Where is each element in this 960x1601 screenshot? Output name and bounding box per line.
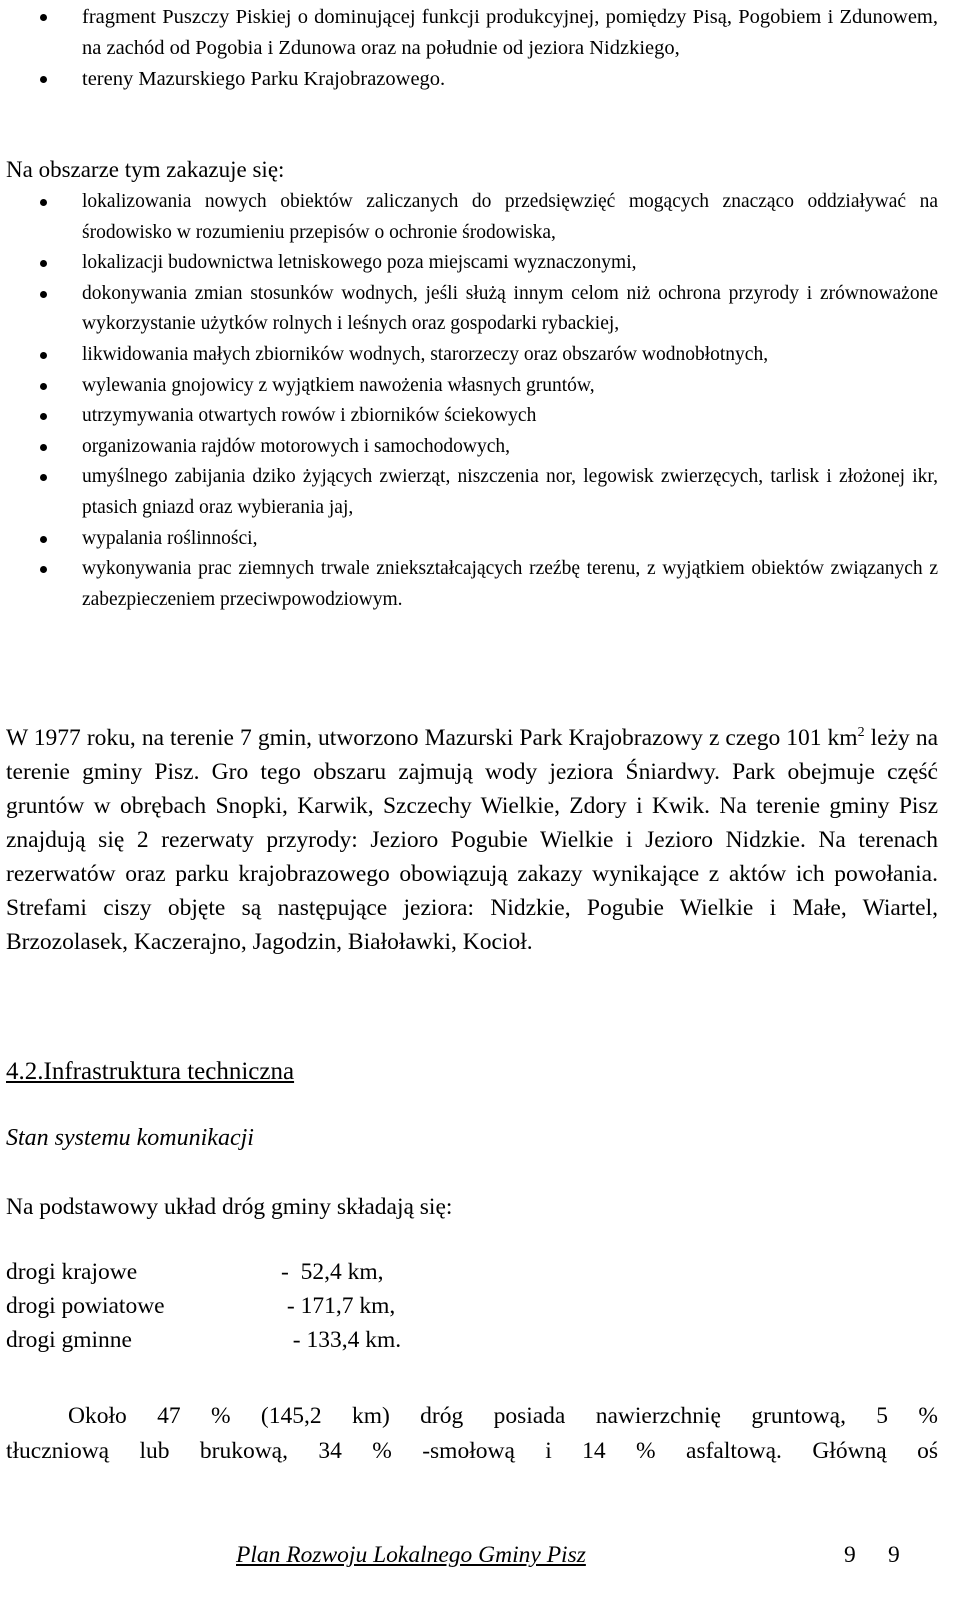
page-number: 9: [888, 1542, 900, 1568]
list-item: lokalizowania nowych obiektów zaliczanych do przedsięwzięć mogących znacząco oddziaływać na środowisko w rozumieniu przepisów o ochronie środowiska,: [0, 187, 960, 248]
prohibitions-intro: Na obszarze tym zakazuje się:: [6, 157, 285, 182]
road-surface-paragraph: Około 47 % (145,2 km) dróg posiada nawierzchnię gruntową, 5 % tłuczniową lub brukową, 34 % -smołową i 14 % asfaltową. Główną oś: [6, 1403, 938, 1464]
list-item: fragment Puszczy Piskiej o dominującej funkcji produkcyjnej, pomiędzy Pisą, Pogobiem i Zdunowem, na zachód od Pogobia i Zdunowa oraz na południe od jeziora Nidzkiego,: [0, 2, 960, 64]
list-item: wylewania gnojowicy z wyjątkiem nawożenia własnych gruntów,: [0, 371, 960, 402]
table-row: drogi powiatowe - 171,7 km,: [6, 1293, 396, 1319]
list-item: wykonywania prac ziemnych trwale zniekształcających rzeźbę terenu, z wyjątkiem obiektów związanych z zabezpieczeniem przeciwpowodziowym.: [0, 554, 960, 615]
list-item: likwidowania małych zbiorników wodnych, starorzeczy oraz obszarów wodnobłotnych,: [0, 340, 960, 371]
bullet-icon: [40, 444, 47, 451]
prohibitions-list: [0, 187, 960, 615]
list-item: organizowania rajdów motorowych i samochodowych,: [0, 432, 960, 463]
bullet-icon: [40, 260, 47, 267]
table-row: drogi krajowe - 52,4 km,: [6, 1259, 384, 1285]
bullet-icon: [40, 536, 47, 543]
bullet-icon: [40, 291, 47, 298]
bullet-icon: [40, 14, 47, 21]
list-item: lokalizacji budownictwa letniskowego poza miejscami wyznaczonymi,: [0, 248, 960, 279]
bullet-icon: [40, 76, 47, 83]
list-item: dokonywania zmian stosunków wodnych, jeśli służą innym celom niż ochrona przyrody i zrównoważone wykorzystanie użytków rolnych i leśnych oraz gospodarki rybackiej,: [0, 279, 960, 340]
bullet-icon: [40, 474, 47, 481]
bullet-icon: [40, 199, 47, 206]
roads-intro: Na podstawowy układ dróg gminy składają się:: [6, 1194, 453, 1220]
list-item: umyślnego zabijania dziko żyjących zwierząt, niszczenia nor, legowisk zwierzęcych, tarlisk i złożonej ikr, ptasich gniazd oraz wybierania jaj,: [0, 462, 960, 523]
footer-title: Plan Rozwoju Lokalnego Gminy Pisz: [236, 1542, 586, 1568]
park-paragraph: W 1977 roku, na terenie 7 gmin, utworzono Mazurski Park Krajobrazowy z czego 101 $km^2$ leży na terenie gminy Pisz. Gro tego obszaru zajmują wody jeziora Śniardwy. Park obejmuje część gruntów w obrębach Snopki, Karwik, Szczechy Wielkie, Zdory i Kwik. Na terenie gminy Pisz znajdują się 2 rezerwaty przyrody: Jezioro Pogubie Wielkie i Jezioro Nidzkie. Na terenach rezerwatów oraz parku krajobrazowego obowiązują zakazy wynikające z aktów ich powołania. Strefami ciszy objęte są następujące jeziora: Nidzkie, Pogubie Wielkie i Małe, Wiartel, Brzozolasek, Kaczerajno, Jagodzin, Białoławki, Kocioł.: [6, 725, 938, 955]
roads-table: [6, 1259, 401, 1361]
bullet-icon: [40, 566, 47, 573]
bullet-icon: [40, 383, 47, 390]
bullet-icon: [40, 352, 47, 359]
subsection-heading: Stan systemu komunikacji: [6, 1125, 254, 1151]
bullet-icon: [40, 413, 47, 420]
page-number: 9: [844, 1542, 856, 1568]
list-item: wypalania roślinności,: [0, 524, 960, 555]
list-item: tereny Mazurskiego Parku Krajobrazowego.: [0, 64, 960, 95]
area-list: [0, 2, 960, 95]
section-heading: 4.2.Infrastruktura techniczna: [6, 1058, 295, 1085]
superscript: 2: [857, 725, 865, 741]
table-row: drogi gminne - 133,4 km.: [6, 1327, 402, 1353]
list-item: utrzymywania otwartych rowów i zbiorników ściekowych: [0, 401, 960, 432]
